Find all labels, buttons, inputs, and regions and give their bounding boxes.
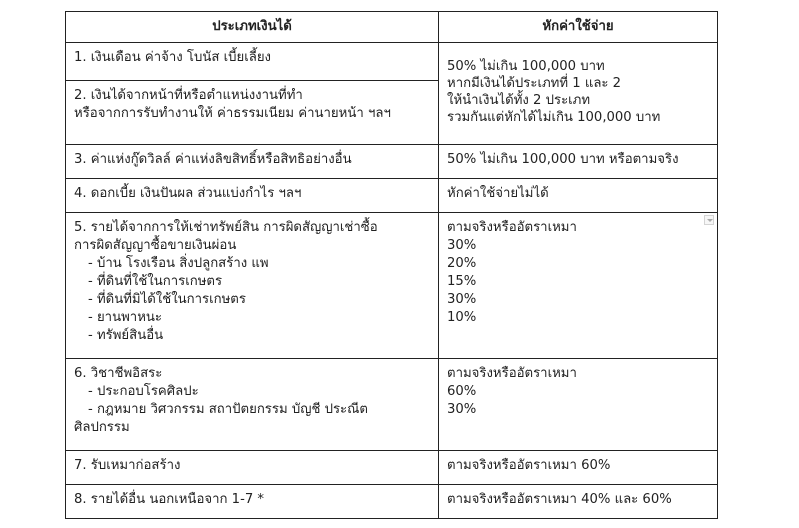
expense-cell-5 bbox=[439, 213, 717, 358]
income-cell-8: 8. รายได้อื่น นอกเหนือจาก 1-7 * bbox=[66, 485, 439, 518]
expense-text: 10% bbox=[447, 310, 477, 325]
income-cell-4: 4. ดอกเบี้ย เงินปันผล ส่วนแบ่งกำไร ฯลฯ bbox=[66, 179, 439, 212]
income-cell-3: 3. ค่าแห่งกู๊ดวิลล์ ค่าแห่งลิขสิทธิ์หรือสิทธิอย่างอื่น bbox=[66, 145, 439, 178]
expense-text: ตามจริงหรืออัตราเหมา bbox=[447, 220, 577, 235]
expense-text: 60% bbox=[447, 384, 477, 399]
income-sub-item: - ที่ดินที่ใช้ในการเกษตร bbox=[88, 274, 223, 289]
income-text: 1. เงินเดือน ค่าจ้าง โบนัส เบี้ยเลี้ยง bbox=[74, 50, 271, 65]
expense-text: ให้นำเงินได้ทั้ง 2 ประเภท bbox=[447, 93, 591, 108]
income-sub-item: - บ้าน โรงเรือน สิ่งปลูกสร้าง แพ bbox=[88, 256, 269, 271]
income-text: หรือจากการรับทำงานให้ ค่าธรรมเนียม ค่านายหน้า ฯลฯ bbox=[74, 106, 391, 121]
table-row bbox=[65, 145, 718, 179]
income-cell-5 bbox=[66, 213, 439, 358]
table-row bbox=[65, 485, 718, 519]
income-cell-2 bbox=[66, 81, 439, 144]
income-text: 5. รายได้จากการให้เช่าทรัพย์สิน การผิดสัญญาเช่าซื้อ bbox=[74, 220, 378, 235]
expense-text: 30% bbox=[447, 402, 477, 417]
income-text: การผิดสัญญาซื้อขายเงินผ่อน bbox=[74, 238, 237, 253]
expense-cell-4: หักค่าใช้จ่ายไม่ได้ bbox=[447, 186, 549, 201]
expense-text: หากมีเงินได้ประเภทที่ 1 และ 2 bbox=[447, 76, 622, 91]
expense-cell-3: 50% ไม่เกิน 100,000 บาท หรือตามจริง bbox=[447, 152, 679, 167]
expense-text: 20% bbox=[447, 256, 477, 271]
table-row bbox=[65, 43, 718, 145]
header-income-type: ประเภทเงินได้ bbox=[66, 12, 439, 42]
expense-text: ตามจริงหรืออัตราเหมา bbox=[447, 366, 577, 381]
expense-text: 15% bbox=[447, 274, 477, 289]
expense-text: รวมกันแต่หักได้ไม่เกิน 100,000 บาท bbox=[447, 110, 661, 125]
income-cell-1 bbox=[66, 43, 439, 81]
table-row bbox=[65, 359, 718, 451]
income-text: ศิลปกรรม bbox=[74, 420, 130, 435]
expense-cell-7: ตามจริงหรืออัตราเหมา 60% bbox=[447, 458, 611, 473]
income-cell-7: 7. รับเหมาก่อสร้าง bbox=[66, 451, 439, 484]
table-row bbox=[65, 179, 718, 213]
expense-text: 50% ไม่เกิน 100,000 บาท bbox=[447, 59, 605, 74]
income-text: 2. เงินได้จากหน้าที่หรือตำแหน่งงานที่ทำ bbox=[74, 88, 303, 103]
expense-cell-merged bbox=[439, 55, 717, 132]
table-header-row bbox=[65, 11, 718, 43]
income-text: 6. วิชาชีพอิสระ bbox=[74, 366, 163, 381]
income-sub-item: - ที่ดินที่มิได้ใช้ในการเกษตร bbox=[88, 292, 246, 307]
expense-text: 30% bbox=[447, 238, 477, 253]
table-row bbox=[65, 213, 718, 359]
expense-cell-8: ตามจริงหรืออัตราเหมา 40% และ 60% bbox=[447, 492, 672, 507]
dropdown-arrow-icon[interactable] bbox=[704, 215, 714, 225]
expense-cell-6 bbox=[439, 359, 717, 450]
income-sub-item: - ประกอบโรคศิลปะ bbox=[88, 384, 199, 399]
expense-text: 30% bbox=[447, 292, 477, 307]
income-sub-item: - กฎหมาย วิศวกรรม สถาปัตยกรรม บัญชี ประณีต bbox=[88, 402, 368, 417]
income-cell-6 bbox=[66, 359, 439, 450]
income-sub-item: - ทรัพย์สินอื่น bbox=[88, 328, 164, 343]
header-expense-deduction: หักค่าใช้จ่าย bbox=[542, 19, 614, 34]
table-row bbox=[65, 451, 718, 485]
income-expense-table bbox=[65, 11, 718, 519]
income-sub-item: - ยานพาหนะ bbox=[88, 310, 162, 325]
